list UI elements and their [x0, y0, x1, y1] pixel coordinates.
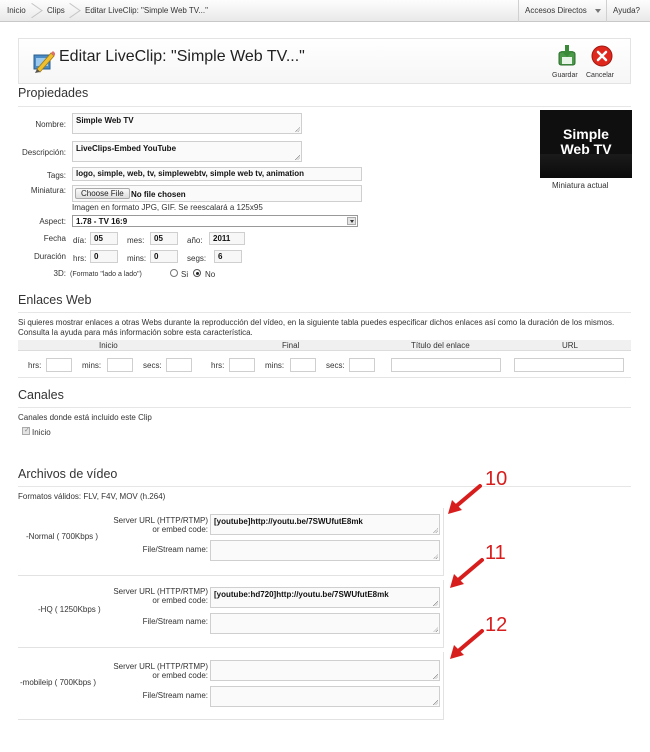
chevron-down-icon [595, 9, 601, 13]
hours-value: 0 [94, 252, 99, 261]
file-stream-label: File/Stream name: [142, 545, 208, 554]
start-hours-label: hrs: [28, 361, 42, 370]
file-stream-label: File/Stream name: [142, 617, 208, 626]
help-link[interactable]: Ayuda? [606, 0, 650, 22]
description-field[interactable] [72, 141, 302, 162]
radio-3d-no-label: No [205, 270, 216, 279]
thumbnail-text-2: Web TV [560, 141, 612, 157]
annotation-marker-12: 12 [485, 614, 508, 636]
day-field[interactable] [90, 232, 118, 245]
description-value: LiveClips-Embed YouTube [76, 144, 177, 153]
section-title-channels: Canales [18, 388, 64, 402]
video-row-normal [18, 508, 444, 576]
valid-formats-text: Formatos válidos: FLV, F4V, MOV (h.264) [18, 492, 166, 501]
dropdown-arrow-icon [347, 217, 356, 225]
breadcrumb-clips[interactable]: Clips [47, 6, 65, 15]
file-stream-label: File/Stream name: [142, 691, 208, 700]
server-url-label-2: or embed code: [152, 671, 208, 680]
end-seconds-label: secs: [326, 361, 345, 370]
seconds-label: segs: [187, 254, 207, 263]
tags-value: logo, simple, web, tv, simplewebtv, simple web tv, animation [76, 169, 305, 178]
links-table-header [18, 340, 631, 351]
seconds-value: 6 [218, 252, 223, 261]
thumbnail-caption: Miniatura actual [552, 181, 609, 190]
start-seconds-input[interactable] [166, 358, 192, 372]
start-minutes-label: mins: [82, 361, 102, 370]
start-minutes-input[interactable] [107, 358, 133, 372]
resize-grip-icon[interactable] [433, 554, 438, 559]
aspect-value: 1.78 - TV 16:9 [76, 217, 128, 226]
hours-field[interactable] [90, 250, 118, 263]
server-url-label: Server URL (HTTP/RTMP) [113, 587, 208, 596]
file-stream-field[interactable] [210, 540, 440, 561]
end-minutes-label: mins: [265, 361, 285, 370]
radio-3d-si-label: Si [181, 270, 189, 279]
end-minutes-input[interactable] [290, 358, 316, 372]
server-url-field[interactable] [210, 514, 440, 535]
end-seconds-input[interactable] [349, 358, 375, 372]
shortcuts-label: Accesos Directos [525, 6, 587, 15]
3d-label: 3D: [53, 269, 66, 278]
resize-grip-icon[interactable] [295, 155, 300, 160]
server-url-value: [youtube:hd720]http://youtu.be/7SWUfutE8mk [214, 590, 389, 599]
link-url-input[interactable] [514, 358, 624, 372]
annotation-arrow-icon [444, 482, 484, 516]
server-url-label: Server URL (HTTP/RTMP) [113, 662, 208, 671]
minutes-field[interactable] [150, 250, 178, 263]
hours-label: hrs: [73, 254, 87, 263]
server-url-label-2: or embed code: [152, 525, 208, 534]
header-card [18, 38, 631, 84]
section-title-web-links: Enlaces Web [18, 293, 92, 307]
resize-grip-icon[interactable] [433, 601, 438, 606]
save-button[interactable] [552, 45, 582, 81]
annotation-marker-11: 11 [485, 542, 506, 564]
col-header-title: Título del enlace [411, 341, 470, 350]
page-title: Editar LiveClip: "Simple Web TV..." [59, 48, 305, 65]
resize-grip-icon[interactable] [433, 528, 438, 533]
name-value: Simple Web TV [76, 116, 134, 125]
server-url-field[interactable] [210, 587, 440, 608]
thumbnail-text-1: Simple [563, 126, 609, 142]
resize-grip-icon[interactable] [295, 127, 300, 132]
server-url-field[interactable] [210, 660, 440, 681]
file-input[interactable] [72, 185, 362, 202]
shortcuts-menu[interactable] [518, 0, 605, 22]
day-value: 05 [94, 234, 103, 243]
video-row-name: -Normal ( 700Kbps ) [26, 532, 99, 541]
breadcrumb-home[interactable]: Inicio [7, 6, 26, 15]
tags-field[interactable] [72, 167, 362, 181]
col-header-url: URL [562, 341, 579, 350]
breadcrumb-separator [70, 0, 78, 22]
file-stream-field[interactable] [210, 613, 440, 634]
top-bar [0, 0, 650, 22]
month-field[interactable] [150, 232, 178, 245]
end-hours-input[interactable] [229, 358, 255, 372]
annotation-arrow-icon [446, 627, 486, 661]
resize-grip-icon[interactable] [433, 674, 438, 679]
server-url-value: [youtube]http://youtu.be/7SWUfutE8mk [214, 517, 363, 526]
file-stream-field[interactable] [210, 686, 440, 707]
thumbnail-hint: Imagen en formato JPG, GIF. Se reescalará a 125x95 [72, 203, 263, 212]
date-label: Fecha [43, 234, 66, 243]
cancel-icon [591, 45, 613, 67]
description-label: Descripción: [21, 148, 66, 157]
section-title-properties: Propiedades [18, 86, 89, 100]
web-links-description: Si quieres mostrar enlaces a otras Webs durante la reproducción del vídeo, en la siguiente tabla puedes especificar dichos enlaces así como la duración de los mismos. Consulta la ayuda para más información sobre esta característica. [18, 318, 615, 337]
divider [18, 407, 631, 408]
duration-label: Duración [33, 252, 66, 261]
day-label: día: [73, 236, 87, 245]
resize-grip-icon[interactable] [433, 700, 438, 705]
resize-grip-icon[interactable] [433, 627, 438, 632]
annotation-marker-10: 10 [485, 468, 508, 490]
save-label: Guardar [552, 72, 578, 79]
edit-clip-icon [31, 47, 55, 73]
links-table-row [18, 352, 631, 378]
year-field[interactable] [209, 232, 245, 245]
divider [18, 486, 631, 487]
video-row-mobileip [18, 652, 444, 720]
start-seconds-label: secs: [143, 361, 162, 370]
choose-file-button[interactable]: Choose File [75, 188, 130, 199]
aspect-label: Aspect: [39, 217, 66, 226]
aspect-select[interactable] [72, 215, 358, 227]
thumbnail-label: Miniatura: [30, 186, 66, 195]
video-row-name: -mobileip ( 700Kbps ) [20, 678, 97, 687]
end-hours-label: hrs: [211, 361, 225, 370]
server-url-label-2: or embed code: [152, 596, 208, 605]
breadcrumb-separator [32, 0, 40, 22]
month-value: 05 [154, 234, 163, 243]
breadcrumb-current: Editar LiveClip: "Simple Web TV..." [85, 6, 208, 15]
year-label: año: [187, 236, 203, 245]
col-header-end: Final [282, 341, 300, 350]
minutes-value: 0 [154, 252, 159, 261]
col-header-start: Inicio [99, 341, 118, 350]
month-label: mes: [127, 236, 145, 245]
radio-3d-no[interactable] [193, 269, 201, 277]
3d-hint: (Formato "lado a lado") [70, 271, 142, 278]
video-row-hq [18, 580, 444, 648]
link-title-input[interactable] [391, 358, 501, 372]
save-icon [557, 45, 577, 67]
no-file-text: No file chosen [131, 190, 186, 199]
name-field[interactable] [72, 113, 302, 134]
server-url-label: Server URL (HTTP/RTMP) [113, 516, 208, 525]
annotation-arrow-icon [446, 556, 486, 590]
cancel-label: Cancelar [586, 72, 615, 79]
channels-description: Canales donde está incluido este Clip [18, 413, 152, 422]
thumbnail-preview [540, 110, 632, 178]
start-hours-input[interactable] [46, 358, 72, 372]
seconds-field[interactable] [214, 250, 242, 263]
channel-checkbox-inicio[interactable]: ✓ [24, 427, 30, 434]
divider [18, 106, 631, 107]
section-title-video-files: Archivos de vídeo [18, 467, 118, 481]
divider [18, 312, 631, 313]
channel-label-inicio: Inicio [32, 428, 51, 437]
video-row-name: -HQ ( 1250Kbps ) [38, 605, 101, 614]
name-label: Nombre: [35, 120, 66, 129]
year-value: 2011 [213, 234, 231, 243]
minutes-label: mins: [127, 254, 147, 263]
radio-3d-si[interactable] [170, 269, 178, 277]
cancel-button[interactable] [585, 45, 619, 81]
tags-label: Tags: [46, 171, 66, 180]
